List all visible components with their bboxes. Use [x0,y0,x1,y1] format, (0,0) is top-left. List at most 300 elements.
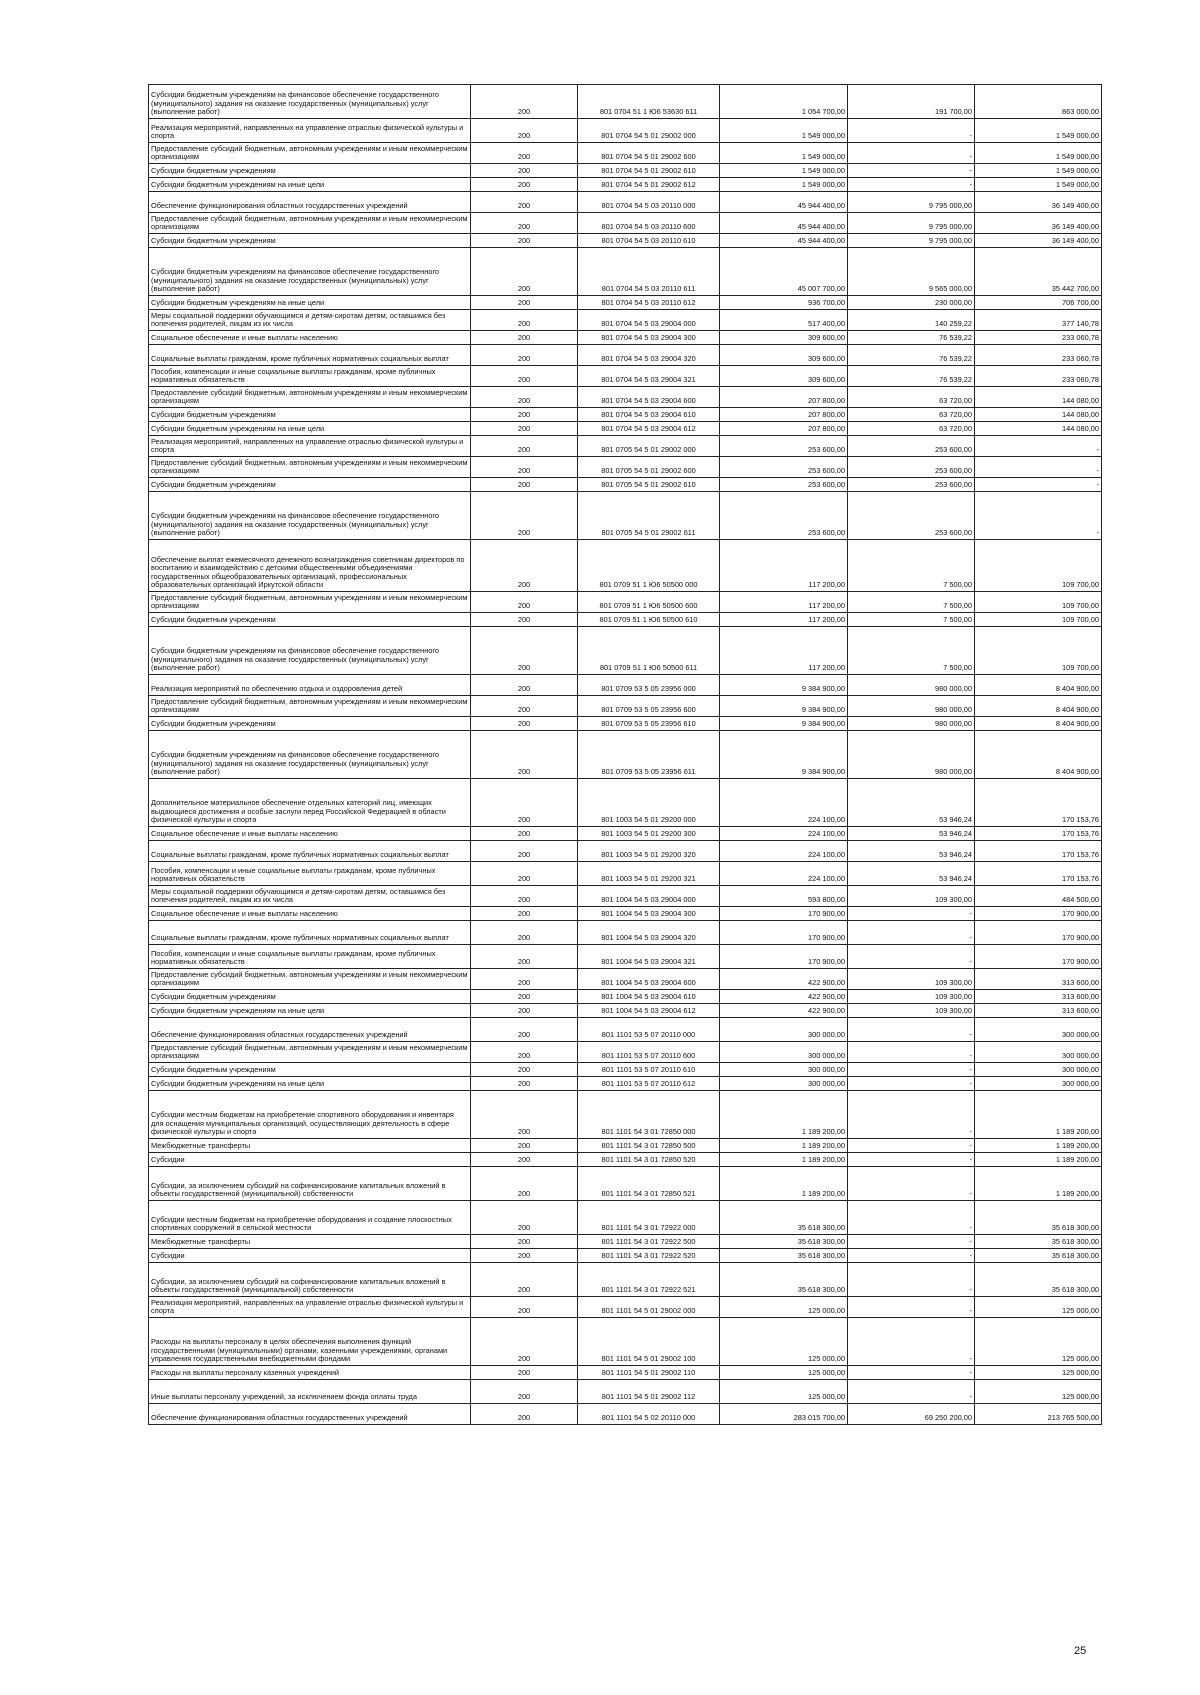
row-unexecuted-amount: 125 000,00 [975,1366,1102,1380]
row-approved-amount: 1 189 200,00 [720,1153,848,1167]
row-unexecuted-amount: 300 000,00 [975,1077,1102,1091]
table-row [149,540,1102,592]
row-name: Социальное обеспечение и иные выплаты населению [149,331,471,345]
row-budget-classification-code: 801 0704 54 5 03 20110 000 [578,192,720,213]
row-name: Обеспечение функционирования областных государственных учреждений [149,1018,471,1042]
row-name: Межбюджетные трансферты [149,1139,471,1153]
row-unexecuted-amount: 35 618 300,00 [975,1263,1102,1297]
row-budget-classification-code: 801 1004 54 5 03 29004 612 [578,1004,720,1018]
row-line-code: 200 [471,387,578,408]
row-line-code: 200 [471,907,578,921]
row-line-code: 200 [471,1263,578,1297]
row-budget-classification-code: 801 1004 54 5 03 29004 321 [578,945,720,969]
table-row [149,945,1102,969]
row-budget-classification-code: 801 0709 53 5 05 23956 000 [578,675,720,696]
table-row [149,696,1102,717]
row-executed-amount: 253 600,00 [848,436,975,457]
row-line-code: 200 [471,540,578,592]
row-budget-classification-code: 801 0704 54 5 01 29002 600 [578,143,720,164]
row-budget-classification-code: 801 1101 53 5 07 20110 610 [578,1063,720,1077]
row-line-code: 200 [471,627,578,675]
table-row [149,310,1102,331]
row-name: Субсидии бюджетным учреждениям [149,408,471,422]
row-unexecuted-amount: 300 000,00 [975,1018,1102,1042]
table-row [149,1063,1102,1077]
row-unexecuted-amount: 36 149 400,00 [975,234,1102,248]
row-budget-classification-code: 801 0704 54 5 03 29004 300 [578,331,720,345]
row-budget-classification-code: 801 1101 54 5 01 29002 000 [578,1297,720,1318]
row-name: Субсидии бюджетным учреждениям на финансовое обеспечение государственного (муниципального) задания на оказание государственных (муниципальных) услуг (выполнение работ) [149,248,471,296]
row-unexecuted-amount: 8 404 900,00 [975,731,1102,779]
row-executed-amount: 191 700,00 [848,85,975,119]
table-row [149,592,1102,613]
row-approved-amount: 224 100,00 [720,779,848,827]
row-unexecuted-amount: 313 600,00 [975,969,1102,990]
budget-execution-table [148,84,1102,1425]
row-unexecuted-amount: - [975,478,1102,492]
table-row [149,192,1102,213]
row-line-code: 200 [471,1297,578,1318]
row-budget-classification-code: 801 0704 54 5 03 29004 320 [578,345,720,366]
row-unexecuted-amount: 125 000,00 [975,1297,1102,1318]
row-budget-classification-code: 801 1003 54 5 01 29200 321 [578,862,720,886]
row-unexecuted-amount: 863 000,00 [975,85,1102,119]
row-unexecuted-amount: 35 618 300,00 [975,1249,1102,1263]
row-budget-classification-code: 801 0704 54 5 01 29002 000 [578,119,720,143]
row-budget-classification-code: 801 1003 54 5 01 29200 000 [578,779,720,827]
row-budget-classification-code: 801 1101 54 3 01 72850 000 [578,1091,720,1139]
row-approved-amount: 170 900,00 [720,907,848,921]
row-name: Реализация мероприятий, направленных на управление отраслью физической культуры и спорта [149,436,471,457]
row-approved-amount: 117 200,00 [720,613,848,627]
row-approved-amount: 117 200,00 [720,592,848,613]
row-line-code: 200 [471,1077,578,1091]
table-row [149,408,1102,422]
row-budget-classification-code: 801 1101 54 3 01 72922 000 [578,1201,720,1235]
row-approved-amount: 125 000,00 [720,1366,848,1380]
row-unexecuted-amount: 170 900,00 [975,945,1102,969]
row-executed-amount: 7 500,00 [848,592,975,613]
row-budget-classification-code: 801 0704 54 5 01 29002 610 [578,164,720,178]
row-approved-amount: 936 700,00 [720,296,848,310]
row-name: Субсидии бюджетным учреждениям [149,1063,471,1077]
row-approved-amount: 517 400,00 [720,310,848,331]
row-approved-amount: 125 000,00 [720,1380,848,1404]
row-line-code: 200 [471,1042,578,1063]
table-row [149,457,1102,478]
row-budget-classification-code: 801 0704 54 5 03 20110 612 [578,296,720,310]
row-approved-amount: 9 384 900,00 [720,675,848,696]
row-unexecuted-amount: 213 765 500,00 [975,1404,1102,1425]
row-budget-classification-code: 801 0709 51 1 Ю6 50500 000 [578,540,720,592]
row-executed-amount: 9 795 000,00 [848,192,975,213]
row-name: Субсидии, за исключением субсидий на софинансирование капитальных вложений в объекты государственной (муниципальной) собственности [149,1167,471,1201]
row-line-code: 200 [471,1139,578,1153]
row-budget-classification-code: 801 1101 54 3 01 72850 500 [578,1139,720,1153]
row-budget-classification-code: 801 0704 54 5 03 20110 611 [578,248,720,296]
row-executed-amount: 76 539,22 [848,331,975,345]
table-row [149,1263,1102,1297]
row-line-code: 200 [471,310,578,331]
row-approved-amount: 207 800,00 [720,422,848,436]
row-name: Реализация мероприятий, направленных на управление отраслью физической культуры и спорта [149,1297,471,1318]
table-row [149,1042,1102,1063]
row-name: Субсидии местным бюджетам на приобретение спортивного оборудования и инвентаря для оснащения муниципальных организаций, осуществляющих деятельность в сфере физической культуры и спорта [149,1091,471,1139]
row-name: Субсидии бюджетным учреждениям на финансовое обеспечение государственного (муниципального) задания на оказание государственных (муниципальных) услуг (выполнение работ) [149,85,471,119]
row-budget-classification-code: 801 1003 54 5 01 29200 300 [578,827,720,841]
row-unexecuted-amount: 109 700,00 [975,613,1102,627]
row-approved-amount: 1 549 000,00 [720,178,848,192]
row-executed-amount: - [848,1249,975,1263]
row-budget-classification-code: 801 1101 54 3 01 72922 500 [578,1235,720,1249]
row-executed-amount: 140 259,22 [848,310,975,331]
row-approved-amount: 309 600,00 [720,366,848,387]
row-name: Социальное обеспечение и иные выплаты населению [149,827,471,841]
row-name: Предоставление субсидий бюджетным, автономным учреждениям и иным некоммерческим организациям [149,1042,471,1063]
table-row [149,85,1102,119]
row-line-code: 200 [471,945,578,969]
row-executed-amount: 980 000,00 [848,731,975,779]
row-unexecuted-amount: 170 153,76 [975,779,1102,827]
row-executed-amount: - [848,945,975,969]
row-executed-amount: 7 500,00 [848,613,975,627]
row-name: Субсидии бюджетным учреждениям на финансовое обеспечение государственного (муниципального) задания на оказание государственных (муниципальных) услуг (выполнение работ) [149,627,471,675]
row-approved-amount: 224 100,00 [720,841,848,862]
row-executed-amount: 109 300,00 [848,1004,975,1018]
row-unexecuted-amount: 109 700,00 [975,540,1102,592]
table-body [149,85,1102,1425]
row-line-code: 200 [471,366,578,387]
table-row [149,779,1102,827]
row-budget-classification-code: 801 1003 54 5 01 29200 320 [578,841,720,862]
row-unexecuted-amount: 8 404 900,00 [975,717,1102,731]
row-name: Расходы на выплаты персоналу казенных учреждений [149,1366,471,1380]
row-approved-amount: 1 549 000,00 [720,143,848,164]
row-executed-amount: - [848,178,975,192]
row-executed-amount: - [848,921,975,945]
row-executed-amount: 53 946,24 [848,827,975,841]
row-budget-classification-code: 801 1101 54 5 01 29002 112 [578,1380,720,1404]
row-executed-amount: - [848,1077,975,1091]
table-row [149,1318,1102,1366]
row-line-code: 200 [471,478,578,492]
row-approved-amount: 35 618 300,00 [720,1263,848,1297]
row-unexecuted-amount: - [975,436,1102,457]
row-name: Субсидии бюджетным учреждениям [149,164,471,178]
row-line-code: 200 [471,178,578,192]
row-unexecuted-amount: 1 189 200,00 [975,1139,1102,1153]
row-name: Пособия, компенсации и иные социальные выплаты гражданам, кроме публичных нормативных обязательств [149,862,471,886]
row-approved-amount: 35 618 300,00 [720,1235,848,1249]
row-budget-classification-code: 801 0704 54 5 03 20110 600 [578,213,720,234]
row-budget-classification-code: 801 0709 53 5 05 23956 600 [578,696,720,717]
table-row [149,990,1102,1004]
row-executed-amount: - [848,1297,975,1318]
row-line-code: 200 [471,1018,578,1042]
row-line-code: 200 [471,675,578,696]
table-row [149,492,1102,540]
row-budget-classification-code: 801 0704 54 5 03 29004 321 [578,366,720,387]
table-row [149,164,1102,178]
row-approved-amount: 309 600,00 [720,331,848,345]
row-approved-amount: 125 000,00 [720,1297,848,1318]
row-approved-amount: 1 189 200,00 [720,1167,848,1201]
row-line-code: 200 [471,422,578,436]
row-line-code: 200 [471,827,578,841]
row-line-code: 200 [471,1004,578,1018]
row-budget-classification-code: 801 1004 54 5 03 29004 000 [578,886,720,907]
row-unexecuted-amount: 109 700,00 [975,627,1102,675]
row-line-code: 200 [471,248,578,296]
row-executed-amount: - [848,1235,975,1249]
row-approved-amount: 283 015 700,00 [720,1404,848,1425]
table-row [149,1235,1102,1249]
row-executed-amount: - [848,119,975,143]
row-budget-classification-code: 801 1004 54 5 03 29004 600 [578,969,720,990]
row-unexecuted-amount: 233 060,78 [975,345,1102,366]
row-executed-amount: 69 250 200,00 [848,1404,975,1425]
row-budget-classification-code: 801 0709 51 1 Ю6 50500 610 [578,613,720,627]
row-budget-classification-code: 801 1004 54 5 03 29004 300 [578,907,720,921]
row-name: Пособия, компенсации и иные социальные выплаты гражданам, кроме публичных нормативных обязательств [149,366,471,387]
row-approved-amount: 1 549 000,00 [720,164,848,178]
row-unexecuted-amount: 377 140,78 [975,310,1102,331]
row-line-code: 200 [471,1380,578,1404]
row-executed-amount: - [848,1380,975,1404]
row-unexecuted-amount: 1 189 200,00 [975,1091,1102,1139]
row-unexecuted-amount: 300 000,00 [975,1042,1102,1063]
row-name: Субсидии бюджетным учреждениям [149,717,471,731]
row-executed-amount: 63 720,00 [848,387,975,408]
row-executed-amount: 980 000,00 [848,696,975,717]
row-line-code: 200 [471,296,578,310]
row-line-code: 200 [471,1063,578,1077]
row-approved-amount: 253 600,00 [720,478,848,492]
row-unexecuted-amount: 109 700,00 [975,592,1102,613]
row-line-code: 200 [471,234,578,248]
row-executed-amount: 9 795 000,00 [848,234,975,248]
row-executed-amount: 980 000,00 [848,717,975,731]
row-executed-amount: 109 300,00 [848,886,975,907]
row-executed-amount: 53 946,24 [848,779,975,827]
row-name: Межбюджетные трансферты [149,1235,471,1249]
row-approved-amount: 207 800,00 [720,408,848,422]
row-approved-amount: 1 549 000,00 [720,119,848,143]
row-line-code: 200 [471,85,578,119]
table-row [149,1380,1102,1404]
row-executed-amount: - [848,1167,975,1201]
row-name: Социальные выплаты гражданам, кроме публичных нормативных социальных выплат [149,841,471,862]
table-row [149,921,1102,945]
row-name: Иные выплаты персоналу учреждений, за исключением фонда оплаты труда [149,1380,471,1404]
row-unexecuted-amount: 1 189 200,00 [975,1153,1102,1167]
table-row [149,907,1102,921]
row-approved-amount: 9 384 900,00 [720,696,848,717]
row-unexecuted-amount: 484 500,00 [975,886,1102,907]
row-budget-classification-code: 801 1101 54 5 01 29002 110 [578,1366,720,1380]
table-row [149,841,1102,862]
row-name: Субсидии бюджетным учреждениям на финансовое обеспечение государственного (муниципального) задания на оказание государственных (муниципальных) услуг (выполнение работ) [149,731,471,779]
row-line-code: 200 [471,192,578,213]
table-row [149,331,1102,345]
row-budget-classification-code: 801 1101 54 5 01 29002 100 [578,1318,720,1366]
row-line-code: 200 [471,1201,578,1235]
row-approved-amount: 35 618 300,00 [720,1201,848,1235]
row-executed-amount: 230 000,00 [848,296,975,310]
row-name: Субсидии бюджетным учреждениям на иные цели [149,296,471,310]
row-executed-amount: 9 795 000,00 [848,213,975,234]
row-approved-amount: 45 944 400,00 [720,234,848,248]
row-unexecuted-amount: 170 153,76 [975,827,1102,841]
row-unexecuted-amount: 35 442 700,00 [975,248,1102,296]
row-name: Реализация мероприятий, направленных на управление отраслью физической культуры и спорта [149,119,471,143]
row-executed-amount: 53 946,24 [848,841,975,862]
table-row [149,478,1102,492]
row-line-code: 200 [471,213,578,234]
row-budget-classification-code: 801 0705 54 5 01 29002 611 [578,492,720,540]
row-executed-amount: 53 946,24 [848,862,975,886]
row-name: Предоставление субсидий бюджетным, автономным учреждениям и иным некоммерческим организациям [149,969,471,990]
row-name: Субсидии бюджетным учреждениям на финансовое обеспечение государственного (муниципального) задания на оказание государственных (муниципальных) услуг (выполнение работ) [149,492,471,540]
row-name: Предоставление субсидий бюджетным, автономным учреждениям и иным некоммерческим организациям [149,213,471,234]
table-row [149,296,1102,310]
row-approved-amount: 422 900,00 [720,1004,848,1018]
row-unexecuted-amount: 8 404 900,00 [975,696,1102,717]
row-approved-amount: 300 000,00 [720,1063,848,1077]
row-approved-amount: 253 600,00 [720,436,848,457]
row-approved-amount: 300 000,00 [720,1042,848,1063]
row-budget-classification-code: 801 0705 54 5 01 29002 600 [578,457,720,478]
row-approved-amount: 422 900,00 [720,969,848,990]
row-budget-classification-code: 801 0709 53 5 05 23956 611 [578,731,720,779]
row-line-code: 200 [471,143,578,164]
row-executed-amount: 76 539,22 [848,366,975,387]
row-budget-classification-code: 801 0704 54 5 03 29004 000 [578,310,720,331]
row-line-code: 200 [471,731,578,779]
table-row [149,387,1102,408]
row-approved-amount: 300 000,00 [720,1018,848,1042]
row-approved-amount: 253 600,00 [720,492,848,540]
row-name: Расходы на выплаты персоналу в целях обеспечения выполнения функций государственными (муниципальными) органами, казенными учреждениями, органами управления государственными внебюджетными фондами [149,1318,471,1366]
row-executed-amount: - [848,1263,975,1297]
row-line-code: 200 [471,436,578,457]
row-unexecuted-amount: 233 060,78 [975,331,1102,345]
row-budget-classification-code: 801 0709 53 5 05 23956 610 [578,717,720,731]
row-line-code: 200 [471,969,578,990]
row-approved-amount: 170 900,00 [720,945,848,969]
row-approved-amount: 224 100,00 [720,827,848,841]
row-approved-amount: 45 944 400,00 [720,213,848,234]
row-executed-amount: 9 565 000,00 [848,248,975,296]
row-unexecuted-amount: 8 404 900,00 [975,675,1102,696]
row-budget-classification-code: 801 1101 53 5 07 20110 612 [578,1077,720,1091]
row-unexecuted-amount: 144 080,00 [975,422,1102,436]
row-line-code: 200 [471,862,578,886]
row-line-code: 200 [471,1091,578,1139]
row-approved-amount: 45 944 400,00 [720,192,848,213]
row-name: Субсидии бюджетным учреждениям на иные цели [149,178,471,192]
row-unexecuted-amount: 170 153,76 [975,862,1102,886]
table-row [149,178,1102,192]
table-row [149,1153,1102,1167]
row-unexecuted-amount: 1 189 200,00 [975,1167,1102,1201]
row-line-code: 200 [471,1404,578,1425]
table-row [149,422,1102,436]
row-name: Субсидии [149,1153,471,1167]
row-approved-amount: 207 800,00 [720,387,848,408]
row-name: Пособия, компенсации и иные социальные выплаты гражданам, кроме публичных нормативных обязательств [149,945,471,969]
row-executed-amount: 253 600,00 [848,457,975,478]
row-budget-classification-code: 801 0705 54 5 01 29002 610 [578,478,720,492]
row-line-code: 200 [471,1318,578,1366]
row-approved-amount: 35 618 300,00 [720,1249,848,1263]
row-line-code: 200 [471,613,578,627]
row-approved-amount: 593 800,00 [720,886,848,907]
row-name: Предоставление субсидий бюджетным, автономным учреждениям и иным некоммерческим организациям [149,387,471,408]
row-budget-classification-code: 801 1101 54 3 01 72850 520 [578,1153,720,1167]
row-line-code: 200 [471,1235,578,1249]
table-row [149,1366,1102,1380]
row-budget-classification-code: 801 1101 54 3 01 72850 521 [578,1167,720,1201]
row-unexecuted-amount: 1 549 000,00 [975,178,1102,192]
row-line-code: 200 [471,408,578,422]
row-executed-amount: 63 720,00 [848,422,975,436]
table-row [149,213,1102,234]
row-approved-amount: 300 000,00 [720,1077,848,1091]
table-row [149,119,1102,143]
row-name: Субсидии бюджетным учреждениям [149,613,471,627]
row-line-code: 200 [471,990,578,1004]
table-row [149,345,1102,366]
row-executed-amount: - [848,1063,975,1077]
row-budget-classification-code: 801 1004 54 5 03 29004 320 [578,921,720,945]
row-executed-amount: 980 000,00 [848,675,975,696]
table-row [149,827,1102,841]
row-name: Обеспечение функционирования областных государственных учреждений [149,1404,471,1425]
row-name: Предоставление субсидий бюджетным, автономным учреждениям и иным некоммерческим организациям [149,457,471,478]
table-row [149,1297,1102,1318]
table-row [149,627,1102,675]
row-budget-classification-code: 801 0709 51 1 Ю6 50500 611 [578,627,720,675]
row-approved-amount: 9 384 900,00 [720,717,848,731]
row-line-code: 200 [471,1167,578,1201]
row-executed-amount: 63 720,00 [848,408,975,422]
row-approved-amount: 125 000,00 [720,1318,848,1366]
row-executed-amount: - [848,164,975,178]
row-budget-classification-code: 801 1101 53 5 07 20110 600 [578,1042,720,1063]
row-executed-amount: 253 600,00 [848,478,975,492]
row-unexecuted-amount: 144 080,00 [975,408,1102,422]
row-name: Реализация мероприятий по обеспечению отдыха и оздоровления детей [149,675,471,696]
row-unexecuted-amount: 706 700,00 [975,296,1102,310]
row-executed-amount: 7 500,00 [848,540,975,592]
row-line-code: 200 [471,1249,578,1263]
table-row [149,1004,1102,1018]
row-name: Субсидии бюджетным учреждениям [149,990,471,1004]
row-approved-amount: 1 189 200,00 [720,1091,848,1139]
row-executed-amount: 253 600,00 [848,492,975,540]
table-row [149,1249,1102,1263]
row-executed-amount: - [848,907,975,921]
row-name: Меры социальной поддержки обучающимся и детям-сиротам детям, оставшимся без попечения родителей, лицам из их числа [149,310,471,331]
row-name: Предоставление субсидий бюджетным, автономным учреждениям и иным некоммерческим организациям [149,143,471,164]
table-row [149,1404,1102,1425]
table-row [149,1077,1102,1091]
row-name: Предоставление субсидий бюджетным, автономным учреждениям и иным некоммерческим организациям [149,592,471,613]
row-unexecuted-amount: 300 000,00 [975,1063,1102,1077]
row-executed-amount: 109 300,00 [848,969,975,990]
row-unexecuted-amount: 170 900,00 [975,921,1102,945]
